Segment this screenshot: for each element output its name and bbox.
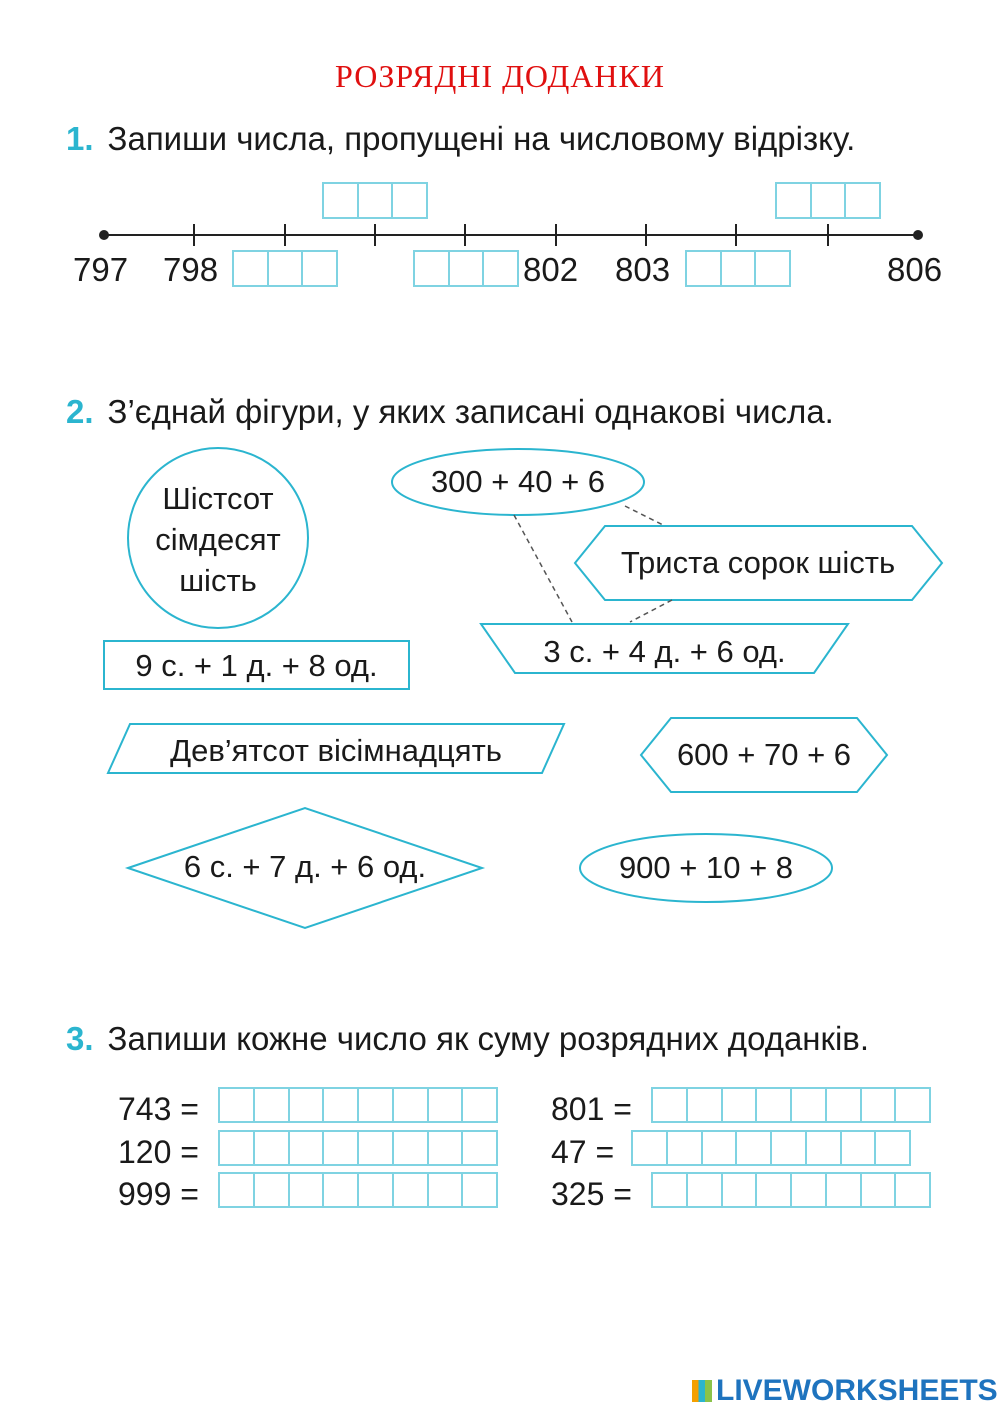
liveworksheets-logo[interactable] [692,1374,998,1408]
page-title: РОЗРЯДНІ ДОДАНКИ [335,58,665,94]
sum-answer-box[interactable] [651,1087,931,1123]
ellipse-top-text: 300 + 40 + 6 [430,464,606,499]
number-label: 797 [73,251,129,288]
sum-answer-box[interactable] [631,1130,911,1166]
task3-heading [66,1020,869,1058]
answer-box-799[interactable] [322,182,428,219]
circle-line: шість [179,563,257,598]
sum-answer-box[interactable] [218,1130,498,1166]
answer-box-801[interactable] [413,250,519,287]
equation-label: 325 = [551,1176,632,1212]
task2-heading [66,393,834,431]
rhombus-text: 6 с. + 7 д. + 6 од. [183,849,427,884]
circle-line: сімдесят [155,522,281,557]
number-label: 802 [523,251,579,288]
equation-label: 743 = [118,1091,199,1127]
logo-text: LIVEWORKSHEETS [716,1374,998,1407]
sum-answer-box[interactable] [218,1087,498,1123]
number-label: 803 [615,251,671,288]
hexagon-top-text: Триста сорок шість [620,545,896,580]
task3-number: 3. [66,1020,94,1057]
answer-box-799-lower[interactable] [232,250,338,287]
answer-box-804[interactable] [685,250,791,287]
equation-label: 999 = [118,1176,199,1212]
task1-number: 1. [66,120,94,157]
connector-line [625,506,665,526]
task3-text: Запиши кожне число як суму розрядних доданків. [107,1020,869,1057]
equation-label: 120 = [118,1134,199,1170]
task2-number: 2. [66,393,94,430]
sum-answer-box[interactable] [651,1172,931,1208]
task1-text: Запиши числа, пропущені на числовому відрізку. [107,120,856,157]
connector-line [630,600,672,622]
equation-label: 47 = [551,1134,615,1170]
task2-text: З’єднай фігури, у яких записані однакові числа. [107,393,834,430]
number-label: 806 [887,251,943,288]
logo-icon [692,1380,712,1402]
parallelogram-text: Дев’ятсот вісімнадцять [170,733,502,768]
circle-line: Шістсот [162,481,274,516]
circle-text [128,478,308,601]
equation-label: 801 = [551,1091,632,1127]
sum-answer-box[interactable] [218,1172,498,1208]
number-line [99,224,923,246]
number-label: 798 [163,251,219,288]
connector-line [514,515,572,622]
ellipse-bottom-text: 900 + 10 + 8 [618,850,794,885]
answer-box-805[interactable] [775,182,881,219]
trapezoid-text: 3 с. + 4 д. + 6 од. [543,634,786,669]
rectangle-text: 9 с. + 1 д. + 8 од. [135,648,378,683]
hexagon-bottom-text: 600 + 70 + 6 [676,737,852,772]
